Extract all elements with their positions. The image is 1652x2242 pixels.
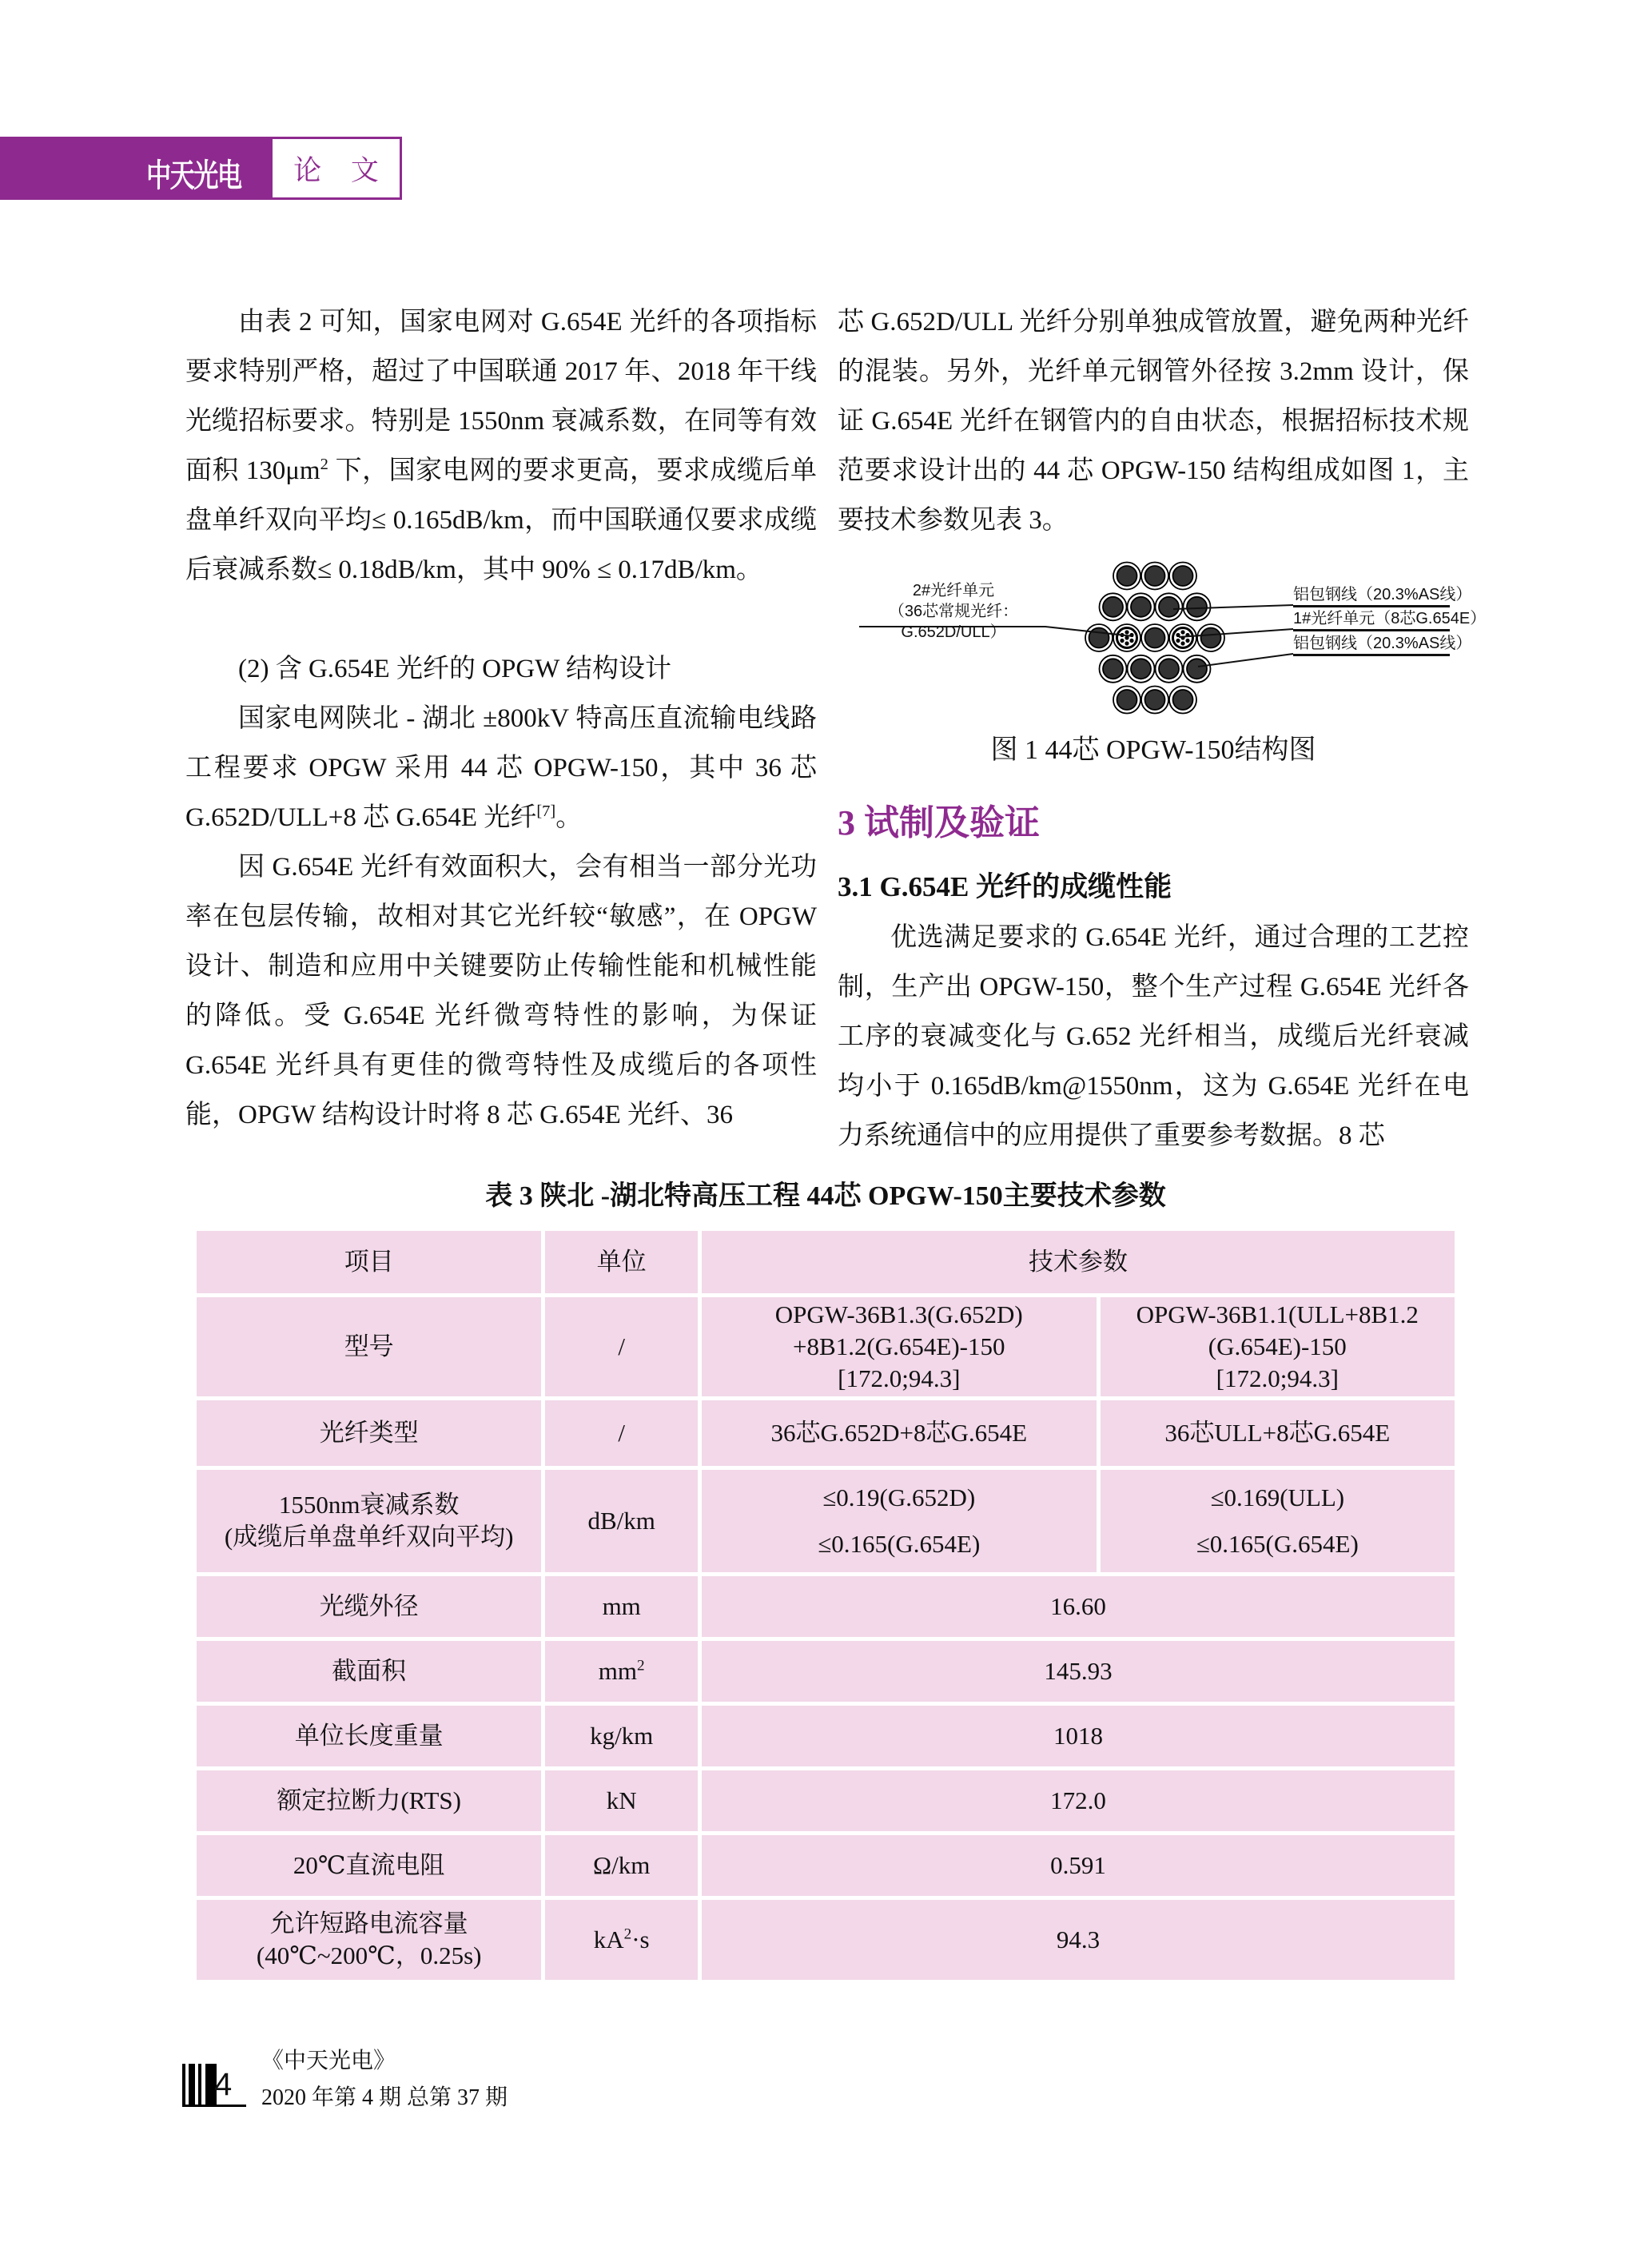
journal-logo: 中天光电 — [146, 157, 241, 193]
table-row-short-circuit — [197, 1900, 1455, 1980]
table-row-weight — [197, 1706, 1455, 1766]
paragraph-text: 下，国家电网的要求更高，要求成缆后单盘单纤双向平均≤ 0.165dB/km，而中国联通仅要求成缆后衰减系数≤ 0.18dB/km，其中 90% ≤ 0.17dB/km。 — [185, 456, 817, 584]
strand-row4 — [1100, 655, 1211, 683]
strand-row2 — [1100, 593, 1211, 620]
cell-cross-value: 145.93 — [702, 1641, 1455, 1702]
cell-short-label — [197, 1900, 541, 1980]
cell-rts-value: 172.0 — [702, 1770, 1455, 1831]
subsection-line-2: (2) 含 G.654E 光纤的 OPGW 结构设计 — [238, 655, 672, 683]
cell-diameter-label: 光缆外径 — [197, 1576, 541, 1637]
spec-table — [193, 1227, 1459, 1984]
figure-caption: 图 1 44芯 OPGW-150结构图 — [990, 735, 1316, 765]
footer-rule — [182, 2105, 246, 2107]
paragraph-text: 国家电网陕北 - 湖北 ±800kV 特高压直流输电线路工程要求 OPGW 采用 44 芯 OPGW-150，其中 36 芯 G.652D/ULL+8 芯 G.654E 光纤 — [185, 704, 817, 832]
unit-sup: 2 — [623, 1925, 632, 1943]
cell-line: 1550nm衰减系数 — [278, 1491, 460, 1519]
strand-row5 — [1113, 687, 1196, 714]
cell-fiber-unit: / — [545, 1400, 698, 1466]
table-title: 表 3 陕北 -湖北特高压工程 44芯 OPGW-150主要技术参数 — [485, 1181, 1166, 1211]
cell-model-c4 — [1101, 1297, 1455, 1396]
table-row-dc-resistance — [197, 1835, 1455, 1896]
superscript-2: 2 — [320, 456, 328, 473]
table-row-attenuation — [197, 1470, 1455, 1572]
cell-line: OPGW-36B1.3(G.652D) — [774, 1300, 1023, 1328]
cell-line: [172.0;94.3] — [838, 1364, 961, 1392]
cell-model-c3 — [702, 1297, 1097, 1396]
citation-7: [7] — [536, 802, 556, 820]
cell-diameter-unit: mm — [545, 1576, 698, 1637]
cell-cross-unit — [545, 1641, 698, 1702]
cell-atten-c4 — [1101, 1470, 1455, 1572]
cell-model-label: 型号 — [197, 1297, 541, 1396]
table-header-row — [197, 1231, 1455, 1293]
article-type-badge: 论 文 — [270, 137, 402, 200]
cell-line: ≤0.169(ULL) — [1210, 1483, 1345, 1511]
cell-line: ≤0.165(G.654E) — [818, 1530, 981, 1558]
table-row-rts — [197, 1770, 1455, 1831]
cell-atten-unit: dB/km — [545, 1470, 698, 1572]
table-row-diameter — [197, 1576, 1455, 1637]
fiber-unit-2 — [1113, 624, 1140, 651]
paragraph-cabling-performance: 优选满足要求的 G.654E 光纤，通过合理的工艺控制，生产出 OPGW-150，整个生产过程 G.654E 光纤各工序的衰减变化与 G.652 光纤相当，成缆后光纤衰减均小于 0.165dB/km@1550nm，这为 G.654E 光纤在电力系统通信中的应用提供了重要参考数据。8 芯 — [838, 923, 1469, 1150]
leader-line-right-bottom — [1198, 654, 1293, 667]
paragraph-requirements — [185, 297, 817, 595]
cell-weight-value: 1018 — [702, 1706, 1455, 1766]
cell-fiber-label: 光纤类型 — [197, 1400, 541, 1466]
cell-short-value: 94.3 — [702, 1900, 1455, 1980]
table-row-cross-section — [197, 1641, 1455, 1702]
cell-dc-unit: Ω/km — [545, 1835, 698, 1896]
cell-rts-unit: kN — [545, 1770, 698, 1831]
table-row-model — [197, 1297, 1455, 1396]
cell-diameter-value: 16.60 — [702, 1576, 1455, 1637]
cell-atten-label — [197, 1470, 541, 1572]
cell-line: 允许短路电流容量 — [269, 1909, 468, 1937]
header-item: 项目 — [197, 1231, 541, 1293]
cell-short-unit — [545, 1900, 698, 1980]
paragraph-tube-design: 芯 G.652D/ULL 光纤分别单独成管放置，避免两种光纤的混装。另外，光纤单元钢管外径按 3.2mm 设计，保证 G.654E 光纤在钢管内的自由状态，根据招标技术规范要求设计出的 44 芯 OPGW-150 结构组成如图 1，主要技术参数见表 3。 — [838, 308, 1469, 535]
section-heading-3: 3 试制及验证 — [838, 803, 1040, 842]
cell-fiber-c4: 36芯ULL+8芯G.654E — [1101, 1400, 1455, 1466]
cell-weight-label: 单位长度重量 — [197, 1706, 541, 1766]
unit-sup: 2 — [636, 1657, 645, 1675]
figure-label-unit2 — [854, 580, 1053, 643]
paragraph-project — [185, 694, 817, 842]
subsection-heading-3-1: 3.1 G.654E 光纤的成缆性能 — [838, 871, 1172, 902]
cell-cross-label: 截面积 — [197, 1641, 541, 1702]
cell-line: (成缆后单盘单纤双向平均) — [224, 1523, 514, 1551]
cell-dc-label: 20℃直流电阻 — [197, 1835, 541, 1896]
cell-line: ≤0.19(G.652D) — [822, 1483, 976, 1511]
footer-journal-name: 《中天光电》 — [261, 2049, 396, 2073]
figure-label-unit1: 1#光纤单元（8芯G.654E） — [1293, 608, 1450, 631]
cell-fiber-c3: 36芯G.652D+8芯G.654E — [702, 1400, 1097, 1466]
strand-row1 — [1113, 563, 1196, 590]
header-params: 技术参数 — [702, 1231, 1455, 1293]
figure-label-as-wire-bottom: 铝包钢线（20.3%AS线） — [1293, 633, 1450, 656]
cell-rts-label: 额定拉断力(RTS) — [197, 1770, 541, 1831]
cell-atten-c3 — [702, 1470, 1097, 1572]
table-row-fiber-type — [197, 1400, 1455, 1466]
header-unit: 单位 — [545, 1231, 698, 1293]
cell-line: (G.654E)-150 — [1208, 1332, 1347, 1360]
paragraph-text: 由表 2 可知，国家电网对 G.654E 光纤的各项指标要求特别严格，超过了中国联通 2017 年、2018 年干线光缆招标要求。特别是 1550nm 衰减系数，在同等有效面积 130μm — [185, 308, 817, 485]
paragraph-text: 。 — [555, 803, 583, 832]
figure-label-unit2-line1: 2#光纤单元 — [912, 582, 995, 599]
footer-bars-icon — [182, 2064, 217, 2105]
page-number: 4 — [214, 2067, 233, 2102]
figure-label-as-wire-top: 铝包钢线（20.3%AS线） — [1293, 584, 1450, 607]
cell-line: [172.0;94.3] — [1216, 1364, 1339, 1392]
figure-opgw-cross-section — [838, 552, 1487, 779]
paragraph-microbend: 因 G.654E 光纤有效面积大，会有相当一部分光功率在包层传输，故相对其它光纤较“敏感”，在 OPGW 设计、制造和应用中关键要防止传输性能和机械性能的降低。受 G.654E 光纤微弯特性的影响，为保证 G.654E 光纤具有更佳的微弯特性及成缆后的各项性能，OPGW 结构设计时将 8 芯 G.654E 光纤、36 — [185, 853, 817, 1129]
strand-row3 — [1085, 624, 1224, 651]
unit-post: ·s — [631, 1925, 650, 1953]
footer-issue-info: 2020 年第 4 期 总第 37 期 — [261, 2085, 508, 2110]
figure-label-unit2-line2: （36芯常规光纤：G.652D/ULL） — [888, 603, 1019, 641]
unit-base: mm — [598, 1657, 637, 1685]
cell-line: +8B1.2(G.654E)-150 — [793, 1332, 1005, 1360]
cell-model-unit: / — [545, 1297, 698, 1396]
cell-line: ≤0.165(G.654E) — [1196, 1530, 1359, 1558]
cell-line: OPGW-36B1.1(ULL+8B1.2 — [1136, 1300, 1419, 1328]
cell-line: (40℃~200℃，0.25s) — [256, 1941, 482, 1969]
cell-dc-value: 0.591 — [702, 1835, 1455, 1896]
cell-weight-unit: kg/km — [545, 1706, 698, 1766]
unit-base: kA — [593, 1925, 624, 1953]
fiber-unit-1 — [1169, 624, 1196, 651]
